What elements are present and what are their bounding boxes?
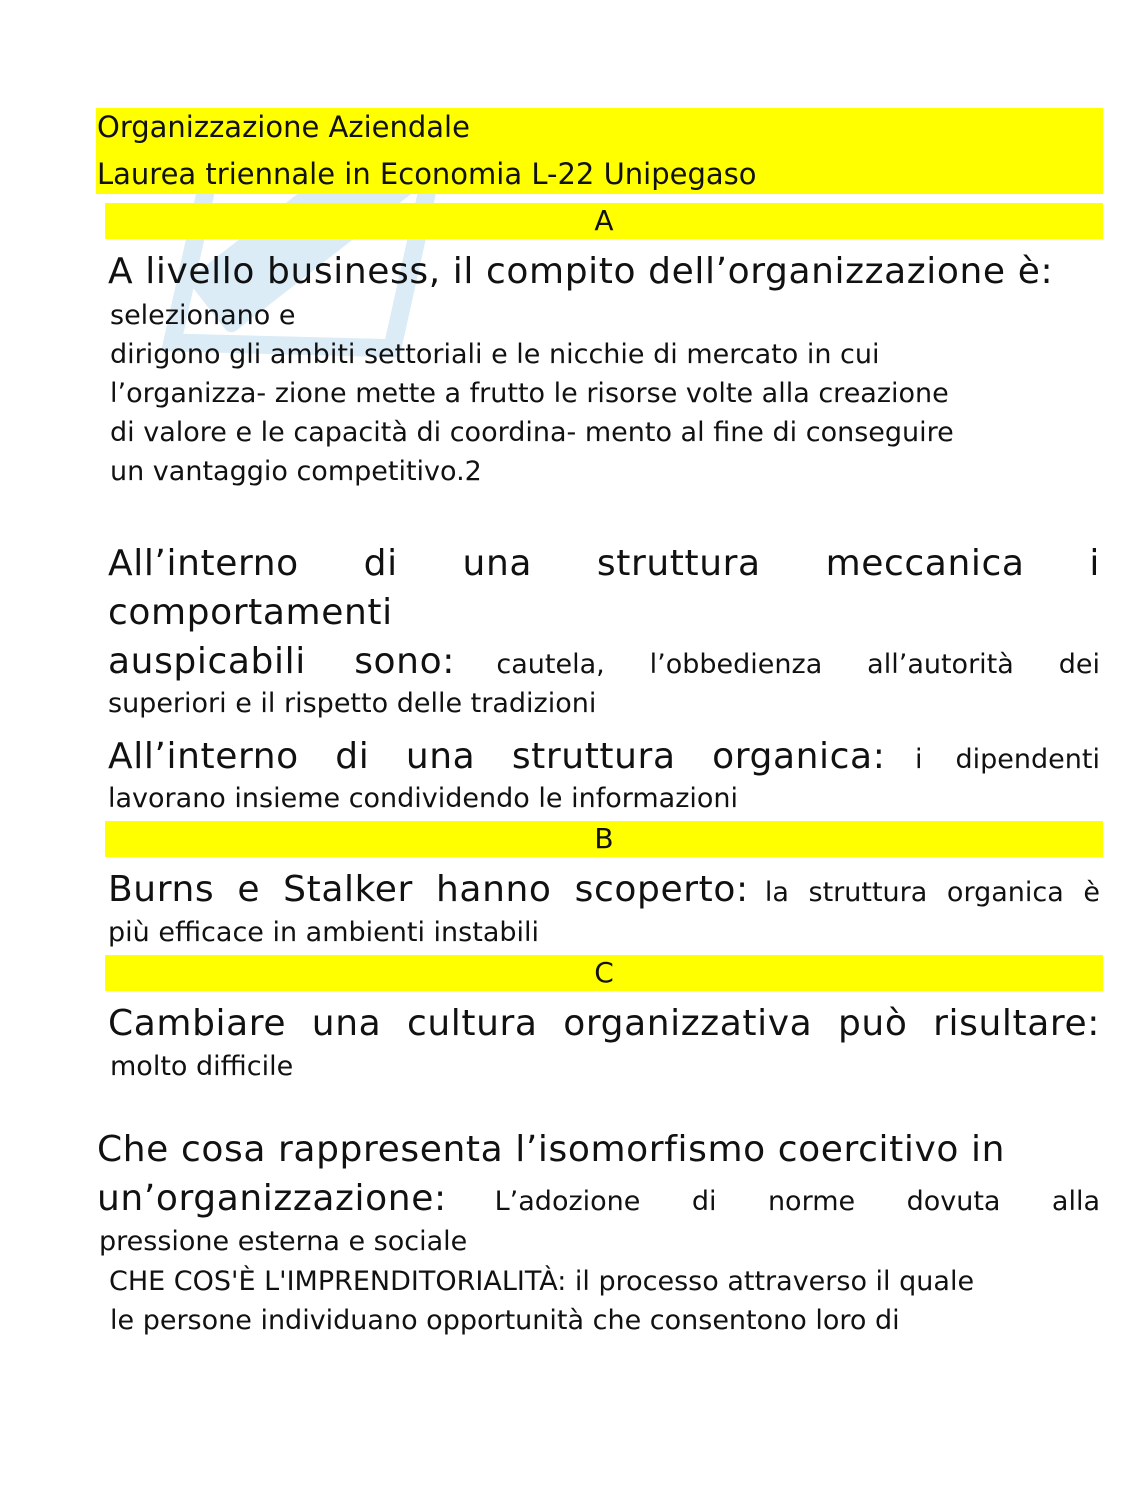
question-6-line-1: Che cosa rappresenta l’isomorfismo coercitivo in: [97, 1129, 1006, 1170]
document-subtitle: Laurea triennale in Economia L-22 Unipegaso: [97, 157, 757, 191]
answer-3-inline: i dipendenti: [914, 744, 1100, 775]
answer-5-line-2: molto difficile: [110, 1051, 294, 1082]
question-6-label: un’organizzazione:: [97, 1178, 447, 1219]
answer-1-line: di valore e le capacità di coordina- mento al fine di conseguire: [110, 417, 954, 448]
question-2-line-3: [108, 640, 1100, 690]
question-6-line-2: [97, 1177, 1100, 1227]
question-2-label: auspicabili sono:: [108, 641, 455, 682]
answer-4-inline: la struttura organica è: [764, 877, 1100, 908]
question-2-line-1: All’interno di una struttura meccanica i: [108, 543, 1100, 584]
question-7-line-1: CHE COS'È L'IMPRENDITORIALITÀ: il processo attraverso il quale: [109, 1266, 975, 1297]
question-2-line-2: comportamenti: [108, 592, 393, 633]
question-4-label: Burns e Stalker hanno scoperto:: [108, 869, 749, 910]
question-4: [108, 868, 1100, 918]
answer-1-line: l’organizza- zione mette a frutto le risorse volte alla creazione: [110, 378, 949, 409]
answer-2-line-2: superiori e il rispetto delle tradizioni: [108, 688, 597, 719]
answer-6-inline: L’adozione di norme dovuta alla: [494, 1186, 1100, 1217]
question-5: Cambiare una cultura organizzativa può risultare:: [108, 1003, 1100, 1044]
question-1: A livello business, il compito dell’organizzazione è:: [108, 251, 1054, 292]
answer-4-line-2: più efficace in ambienti instabili: [108, 917, 540, 948]
document-title: Organizzazione Aziendale: [97, 110, 470, 144]
section-label-a: A: [105, 203, 1103, 239]
answer-1-line: un vantaggio competitivo.2: [110, 456, 482, 487]
answer-1-line: dirigono gli ambiti settoriali e le nicchie di mercato in cui: [110, 339, 880, 370]
section-label-b: B: [105, 821, 1103, 857]
question-7-line-2: le persone individuano opportunità che consentono loro di: [110, 1305, 900, 1336]
answer-6-line-2: pressione esterna e sociale: [99, 1226, 468, 1257]
question-3: [108, 735, 1100, 785]
answer-1: [110, 296, 1102, 491]
question-3-label: All’interno di una struttura organica:: [108, 736, 886, 777]
answer-2-inline: cautela, l’obbedienza all’autorità dei: [496, 649, 1101, 680]
section-label-c: C: [105, 955, 1103, 991]
answer-3-line-2: lavorano insieme condividendo le informazioni: [108, 783, 739, 814]
answer-1-line: selezionano e: [110, 300, 296, 331]
